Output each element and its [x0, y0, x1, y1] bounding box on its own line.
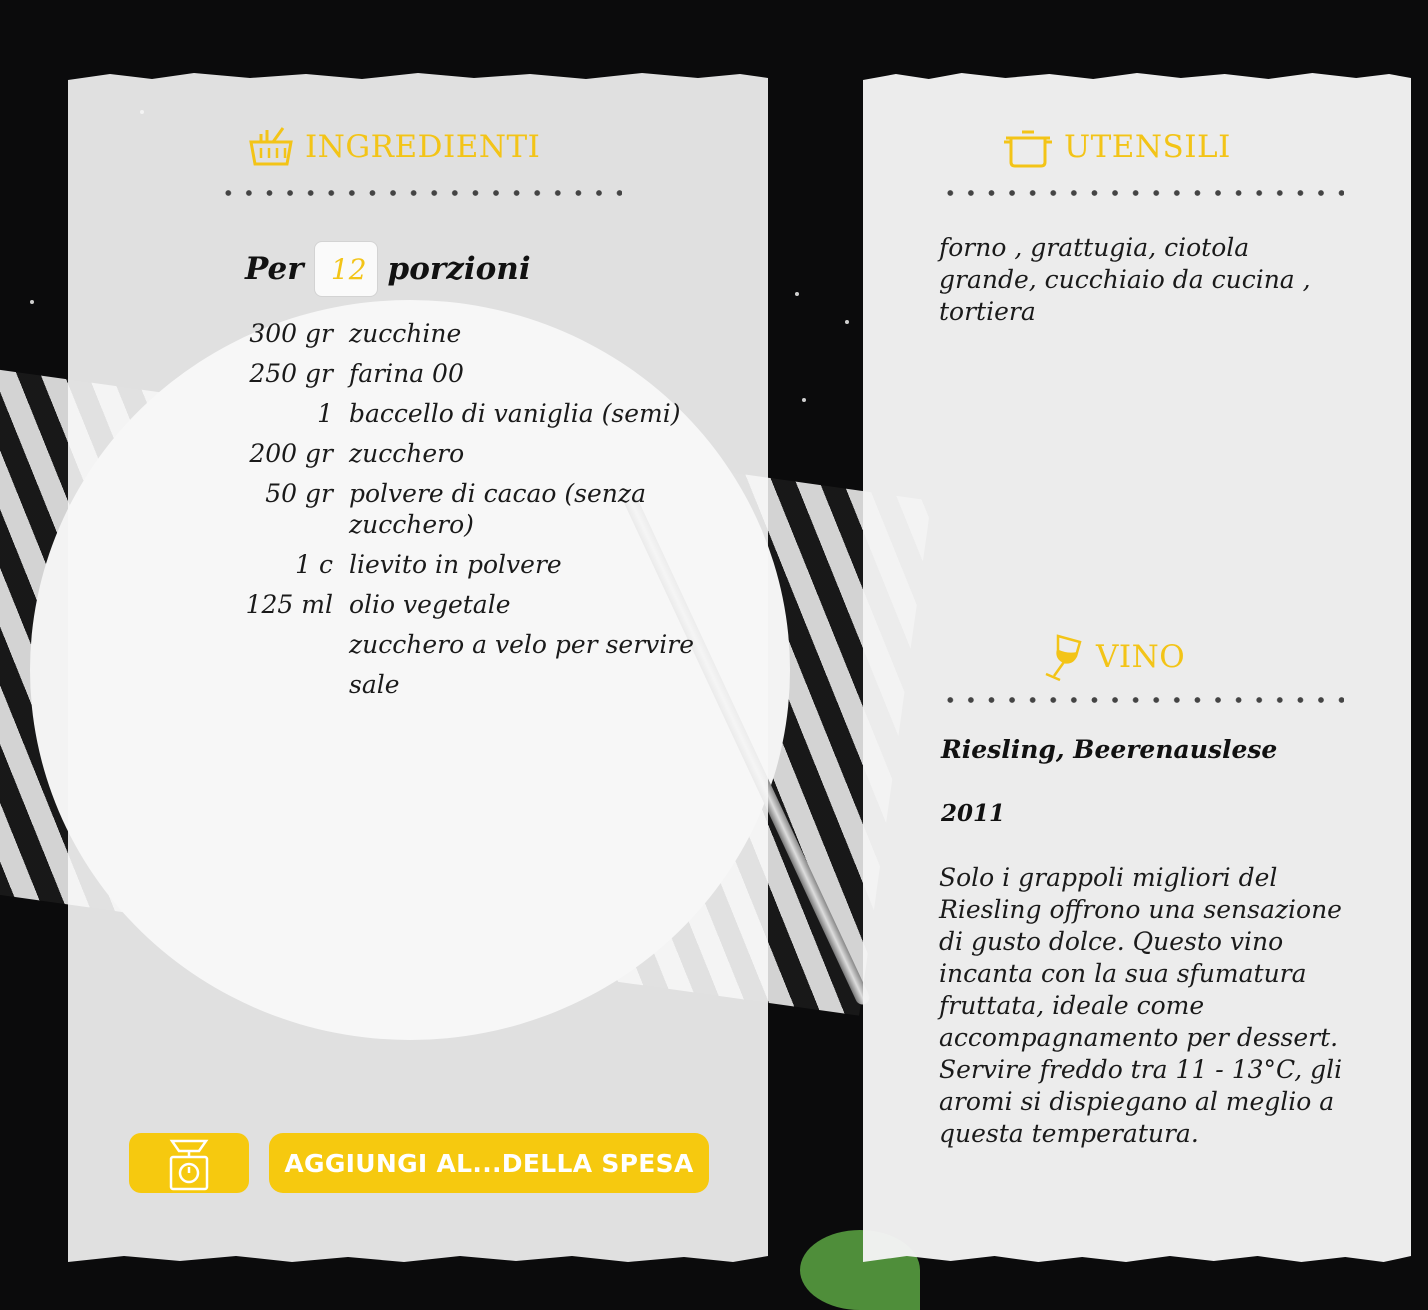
wine-year: 2011: [941, 800, 1006, 827]
ingredient-quantity: 1: [317, 399, 333, 428]
list-item: [236, 318, 696, 349]
ingredient-name: sale: [349, 670, 400, 699]
ingredient-name: olio vegetale: [349, 590, 511, 619]
ingredient-quantity: [236, 669, 349, 700]
list-item: [236, 398, 696, 429]
portions-value: 12: [330, 252, 367, 286]
list-item: [236, 478, 696, 540]
ingredient-quantity: 200 gr: [249, 439, 333, 468]
portions-input[interactable]: [314, 241, 378, 297]
ingredient-name: farina 00: [349, 359, 464, 388]
scale-button[interactable]: [129, 1133, 249, 1193]
list-item: [236, 358, 696, 389]
ingredient-name: zucchine: [349, 319, 462, 348]
portions-suffix: porzioni: [387, 251, 531, 287]
ingredient-name: polvere di cacao (senza zucchero): [349, 479, 646, 539]
sugar-speck: [802, 398, 806, 402]
ingredients-title: INGREDIENTI: [305, 129, 541, 165]
list-item: [236, 669, 696, 700]
add-button-label: AGGIUNGI AL...DELLA SPESA: [284, 1148, 694, 1178]
ingredient-quantity: 125 ml: [245, 590, 333, 619]
dotted-divider: [940, 697, 1344, 703]
wine-title: VINO: [1096, 639, 1186, 675]
wine-name: Riesling, Beerenauslese: [941, 735, 1278, 764]
list-item: [236, 438, 696, 469]
scale-icon: [166, 1135, 212, 1191]
portions-selector: [245, 241, 531, 297]
dotted-divider: [218, 190, 622, 196]
utensils-list: forno , grattugia, ciotola grande, cucchiaio da cucina , tortiera: [939, 233, 1311, 326]
sugar-speck: [795, 292, 799, 296]
utensils-header: [1002, 126, 1231, 168]
dotted-divider: [940, 190, 1344, 196]
list-item: [236, 629, 696, 660]
list-item: [236, 589, 696, 620]
add-to-shopping-list-button[interactable]: [269, 1133, 709, 1193]
ingredient-quantity: 1 c: [295, 550, 333, 579]
portions-prefix: Per: [245, 251, 304, 287]
ingredient-quantity: 50 gr: [265, 479, 333, 508]
ingredient-quantity: 250 gr: [249, 359, 333, 388]
list-item: [236, 549, 696, 580]
sugar-speck: [845, 320, 849, 324]
ingredient-name: zucchero a velo per servire: [349, 630, 695, 659]
ingredient-quantity: [236, 629, 349, 660]
pot-icon: [1002, 126, 1054, 168]
ingredients-header: [247, 126, 540, 168]
wine-description: Solo i grappoli migliori del Riesling offrono una sensazione di gusto dolce. Questo vino incanta con la sua sfumatura fruttata, ideale come accompagnamento per dessert. Servire freddo tra 11 - 13°C, gli aromi si dispiegano al meglio a questa temperatura.: [939, 863, 1343, 1148]
wine-glass-icon: [1040, 632, 1086, 682]
ingredient-name: lievito in polvere: [349, 550, 562, 579]
wine-header: [1040, 632, 1185, 682]
ingredient-name: baccello di vaniglia (semi): [349, 399, 681, 428]
ingredient-quantity: 300 gr: [249, 319, 333, 348]
sugar-speck: [30, 300, 34, 304]
ingredients-list: [236, 318, 696, 709]
basket-icon: [247, 126, 295, 168]
utensils-title: UTENSILI: [1064, 129, 1231, 165]
ingredient-name: zucchero: [349, 439, 465, 468]
